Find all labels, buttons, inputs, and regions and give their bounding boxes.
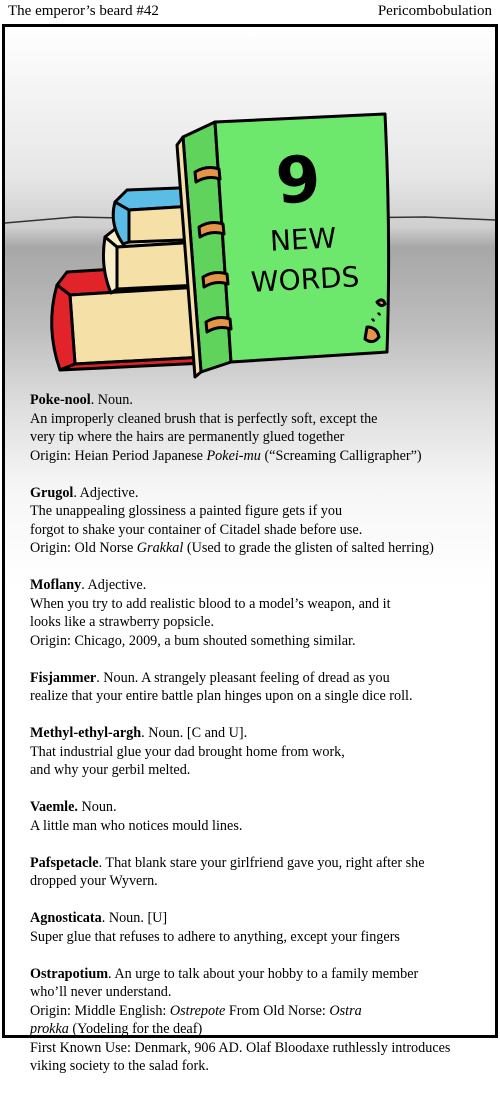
- term: Agnosticata: [30, 910, 102, 926]
- definition-entry: Methyl-ethyl-argh. Noun. [C and U]. That industrial glue your dad brought home from work, and why your gerbil melted.: [30, 725, 345, 778]
- comic-panel: [2, 24, 498, 1074]
- definition-entry: Moflany. Adjective. When you try to add realistic blood to a model’s weapon, and it looks like a strawberry popsicle. Origin: Chicago, 2009, a bum shouted something similar.: [30, 577, 391, 649]
- term: Grugol: [30, 484, 74, 501]
- definition-entry: Fisjammer. Noun. A strangely pleasant feeling of dread as you realize that your entire battle plan hinges upon on a single dice roll.: [30, 669, 413, 704]
- comic-subtitle: Pericombobulation: [377, 3, 492, 19]
- definitions-list: [30, 391, 485, 1094]
- cover-number: 9: [273, 142, 324, 220]
- definition-entry: Vaemle. Noun. A little man who notices mould lines.: [30, 799, 243, 834]
- definition-entry: Ostrapotium. An urge to talk about your hobby to a family member who’ll never understand. Origin: Middle English: Ostrepote From Old Norse: Ostra prokka (Yodeling for the deaf) First Known Use: Denmark, 906 AD. Olaf Bloodaxe ruthlessly introduces viking society to the salad fork.: [30, 965, 451, 1074]
- book-stack-illustration: [5, 27, 495, 387]
- term: Methyl-ethyl-argh: [30, 725, 142, 741]
- term: Pafspetacle: [30, 854, 99, 871]
- definition-entry: Pafspetacle. That blank stare your girlfriend gave you, right after she dropped your Wyvern.: [30, 854, 425, 889]
- definition-entry: Grugol. Adjective. The unappealing glossiness a painted figure gets if you forgot to shake your container of Citadel shade before use. Origin: Old Norse Grakkal (Used to grade the glisten of salted herring): [30, 484, 434, 556]
- term: Moflany: [30, 577, 82, 593]
- cover-line1: NEW: [269, 221, 338, 258]
- term: Poke-nool: [30, 392, 91, 408]
- term: Vaemle.: [30, 799, 78, 815]
- cover-line2: WORDS: [250, 260, 361, 299]
- header-bar: [0, 0, 500, 24]
- comic-title: The emperor’s beard #42: [8, 3, 159, 19]
- term: Ostrapotium: [30, 965, 109, 982]
- definition-entry: Agnosticata. Noun. [U] Super glue that refuses to adhere to anything, except your fingers: [30, 910, 400, 945]
- definition-entry: Poke-nool. Noun. An improperly cleaned brush that is perfectly soft, except the very tip where the hairs are permanently glued together Origin: Heian Period Japanese Pokei-mu (“Screaming Calligrapher”): [30, 392, 422, 464]
- term: Fisjammer: [30, 669, 97, 686]
